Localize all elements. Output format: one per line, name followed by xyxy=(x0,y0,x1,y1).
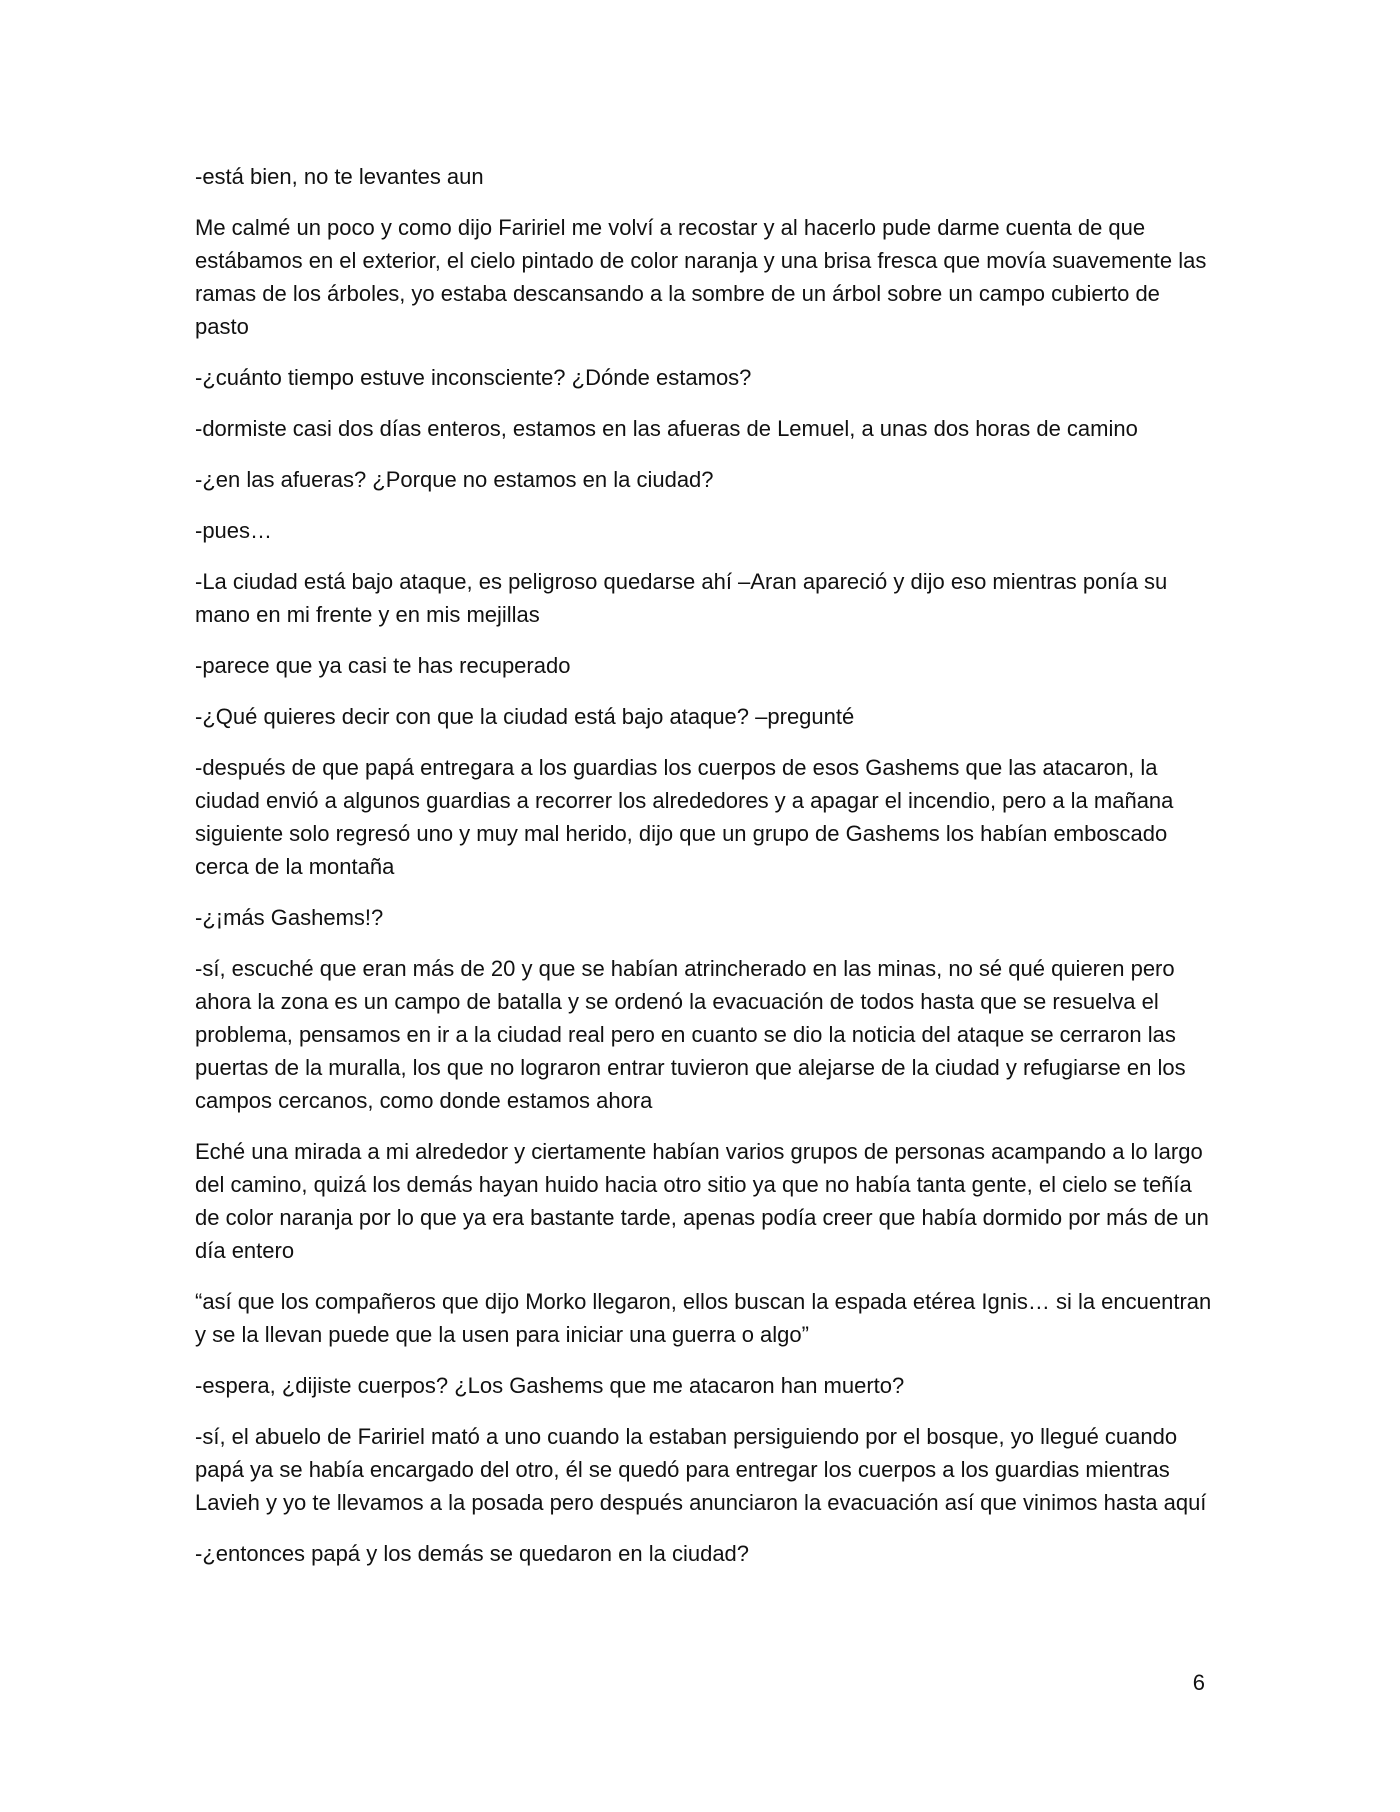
paragraph: -¿cuánto tiempo estuve inconsciente? ¿Dónde estamos? xyxy=(195,365,752,390)
page-number: 6 xyxy=(1192,1670,1205,1695)
paragraph: Eché una mirada a mi alrededor y ciertamente habían varios grupos de personas acampando a lo largo del camino, quizá los demás hayan huido hacia otro sitio ya que no había tanta gente, el cielo se teñía de color naranja por lo que ya era bastante tarde, apenas podía creer que había dormido por más de un día entero xyxy=(195,1139,1209,1263)
paragraph: -¿Qué quieres decir con que la ciudad está bajo ataque? –pregunté xyxy=(195,704,855,729)
paragraph: Me calmé un poco y como dijo Faririel me volví a recostar y al hacerlo pude darme cuenta de que estábamos en el exterior, el cielo pintado de color naranja y una brisa fresca que movía suavemente las ramas de los árboles, yo estaba descansando a la sombre de un árbol sobre un campo cubierto de pasto xyxy=(195,215,1207,339)
paragraph: -pues… xyxy=(195,518,273,543)
paragraph: -¿entonces papá y los demás se quedaron en la ciudad? xyxy=(195,1541,750,1566)
page-body xyxy=(195,160,1215,1588)
paragraph: -sí, el abuelo de Faririel mató a uno cuando la estaban persiguiendo por el bosque, yo llegué cuando papá ya se había encargado del otro, él se quedó para entregar los cuerpos a los guardias mientras Lavieh y yo te llevamos a la posada pero después anunciaron la evacuación así que vinimos hasta aquí xyxy=(195,1424,1207,1515)
paragraph: -La ciudad está bajo ataque, es peligroso quedarse ahí –Aran apareció y dijo eso mientras ponía su mano en mi frente y en mis mejillas xyxy=(195,569,1168,627)
paragraph: -¿¡más Gashems!? xyxy=(195,905,384,930)
paragraph: -después de que papá entregara a los guardias los cuerpos de esos Gashems que las atacaron, la ciudad envió a algunos guardias a recorrer los alrededores y a apagar el incendio, pero a la mañana siguiente solo regresó uno y muy mal herido, dijo que un grupo de Gashems los habían emboscado cerca de la montaña xyxy=(195,755,1174,879)
paragraph: -está bien, no te levantes aun xyxy=(195,164,484,189)
paragraph: -dormiste casi dos días enteros, estamos en las afueras de Lemuel, a unas dos horas de camino xyxy=(195,416,1138,441)
paragraph: -parece que ya casi te has recuperado xyxy=(195,653,571,678)
paragraph: “así que los compañeros que dijo Morko llegaron, ellos buscan la espada etérea Ignis… si la encuentran y se la llevan puede que la usen para iniciar una guerra o algo” xyxy=(195,1289,1212,1347)
paragraph: -¿en las afueras? ¿Porque no estamos en la ciudad? xyxy=(195,467,714,492)
paragraph: -sí, escuché que eran más de 20 y que se habían atrincherado en las minas, no sé qué quieren pero ahora la zona es un campo de batalla y se ordenó la evacuación de todos hasta que se resuelva el problema, pensamos en ir a la ciudad real pero en cuanto se dio la noticia del ataque se cerraron las puertas de la muralla, los que no lograron entrar tuvieron que alejarse de la ciudad y refugiarse en los campos cercanos, como donde estamos ahora xyxy=(195,956,1186,1113)
paragraph: -espera, ¿dijiste cuerpos? ¿Los Gashems que me atacaron han muerto? xyxy=(195,1373,905,1398)
